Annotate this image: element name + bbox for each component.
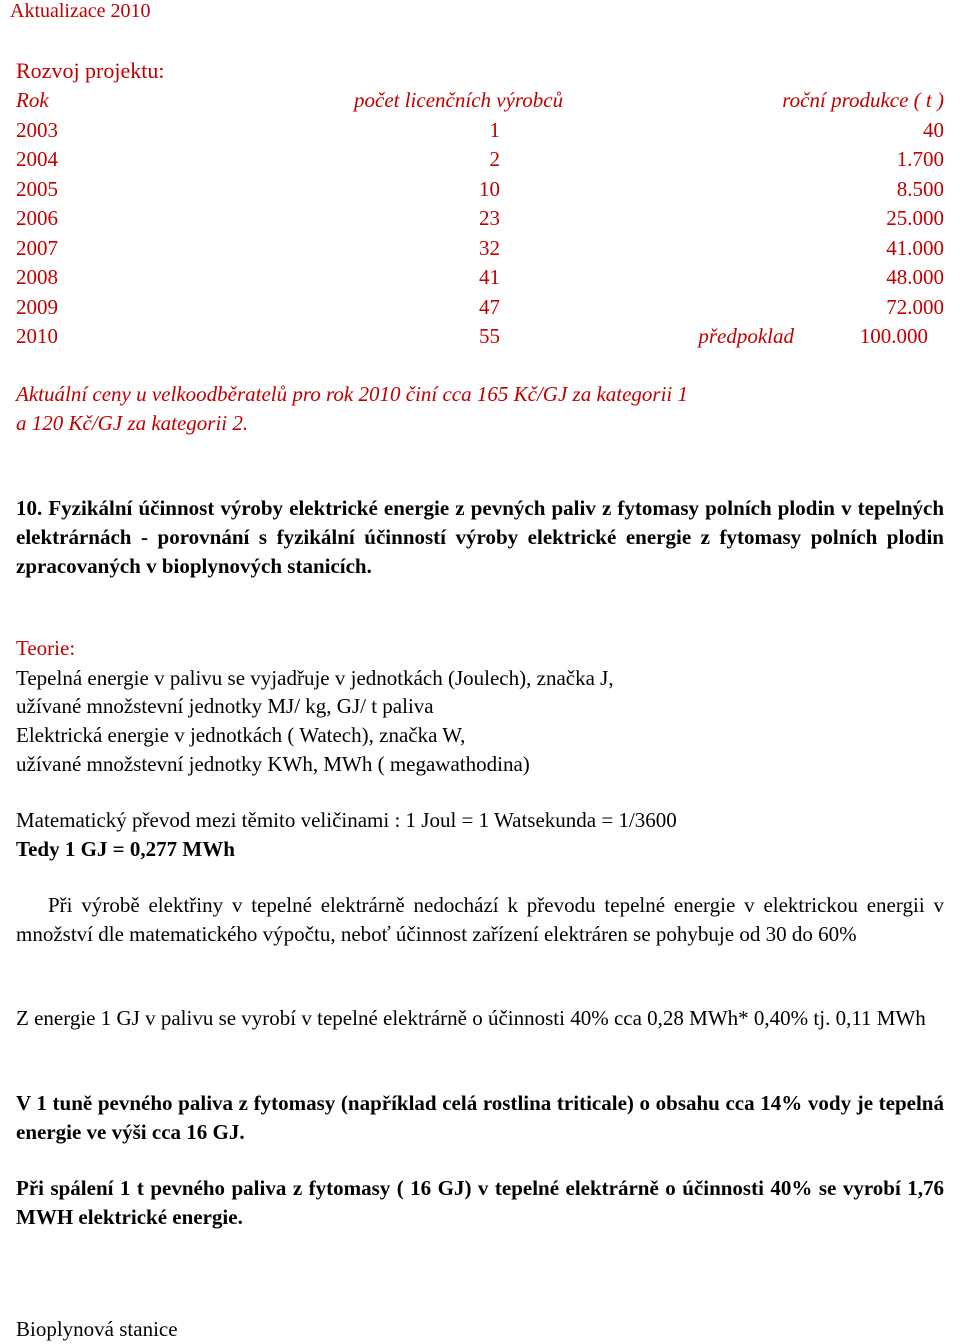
header-count: počet licenčních výrobců — [354, 88, 564, 112]
table-row — [16, 206, 944, 234]
estimate-note: předpoklad — [698, 324, 794, 348]
table-header-row — [16, 88, 944, 116]
document-header: Aktualizace 2010 — [10, 0, 151, 22]
price-line-2: a 120 Kč/GJ za kategorii 2. — [16, 411, 249, 435]
cell-production: 41.000 — [886, 236, 944, 260]
table-row — [16, 236, 944, 264]
calculation-paragraph: Z energie 1 GJ v palivu se vyrobí v tepelné elektrárně o účinnosti 40% cca 0,28 MWh* 0,40% tj. 0,11 MWh — [16, 1006, 926, 1030]
table-row — [16, 265, 944, 293]
cell-count: 41 — [479, 265, 500, 289]
table-row — [16, 295, 944, 323]
cell-count: 23 — [479, 206, 500, 230]
biogas-heading: Bioplynová stanice — [16, 1317, 178, 1341]
cell-production: 72.000 — [886, 295, 944, 319]
theory-line: Elektrická energie v jednotkách ( Watech), značka W, — [16, 723, 466, 747]
cell-production: 100.000 — [859, 324, 928, 348]
header-year: Rok — [16, 88, 49, 112]
cell-production: 25.000 — [886, 206, 944, 230]
efficiency-paragraph: Při výrobě elektřiny v tepelné elektrárně nedochází k převodu tepelné energie v elektrickou energii v množství dle matematického výpočtu, neboť účinnost zařízení elektráren se pohybuje od 30 do 60% — [16, 893, 944, 946]
cell-year: 2004 — [16, 147, 58, 171]
cell-count: 47 — [479, 295, 500, 319]
cell-year: 2003 — [16, 118, 58, 142]
table-row-estimate — [16, 324, 944, 352]
table-row — [16, 147, 944, 175]
gj-conversion-line: Tedy 1 GJ = 0,277 MWh — [16, 837, 235, 861]
project-title: Rozvoj projektu: — [16, 58, 165, 83]
table-row — [16, 118, 944, 146]
cell-year: 2006 — [16, 206, 58, 230]
cell-year: 2009 — [16, 295, 58, 319]
table-row — [16, 177, 944, 205]
cell-count: 55 — [479, 324, 500, 348]
conversion-line: Matematický převod mezi těmito veličinami : 1 Joul = 1 Watsekunda = 1/3600 — [16, 808, 677, 832]
cell-year: 2010 — [16, 324, 58, 348]
cell-count: 2 — [489, 147, 500, 171]
cell-count: 1 — [489, 118, 500, 142]
fuel-energy-paragraph: V 1 tuně pevného paliva z fytomasy (například celá rostlina triticale) o obsahu cca 14% vody je tepelná energie ve výši cca 16 GJ. — [16, 1091, 944, 1144]
theory-line: užívané množstevní jednotky MJ/ kg, GJ/ t paliva — [16, 694, 434, 718]
cell-year: 2007 — [16, 236, 58, 260]
theory-line: užívané množstevní jednotky KWh, MWh ( megawathodina) — [16, 752, 530, 776]
theory-line: Tepelná energie v palivu se vyjadřuje v jednotkách (Joulech), značka J, — [16, 666, 614, 690]
theory-title: Teorie: — [16, 636, 76, 660]
cell-year: 2005 — [16, 177, 58, 201]
cell-year: 2008 — [16, 265, 58, 289]
cell-count: 10 — [479, 177, 500, 201]
result-paragraph: Při spálení 1 t pevného paliva z fytomasy ( 16 GJ) v tepelné elektrárně o účinnosti 40% se vyrobí 1,76 MWH elektrické energie. — [16, 1176, 944, 1229]
price-line-1: Aktuální ceny u velkoodběratelů pro rok 2010 činí cca 165 Kč/GJ za kategorii 1 — [16, 382, 689, 406]
cell-count: 32 — [479, 236, 500, 260]
cell-production: 48.000 — [886, 265, 944, 289]
cell-production: 40 — [923, 118, 944, 142]
section-10-heading: 10. Fyzikální účinnost výroby elektrické energie z pevných paliv z fytomasy polních plodin v tepelných elektrárnách - porovnání s fyzikální účinností výroby elektrické energie z fytomasy polních plodin zpracovaných v bioplynových stanicích. — [16, 496, 944, 578]
cell-production: 8.500 — [896, 177, 944, 201]
header-production: roční produkce ( t ) — [782, 88, 944, 112]
cell-production: 1.700 — [896, 147, 944, 171]
